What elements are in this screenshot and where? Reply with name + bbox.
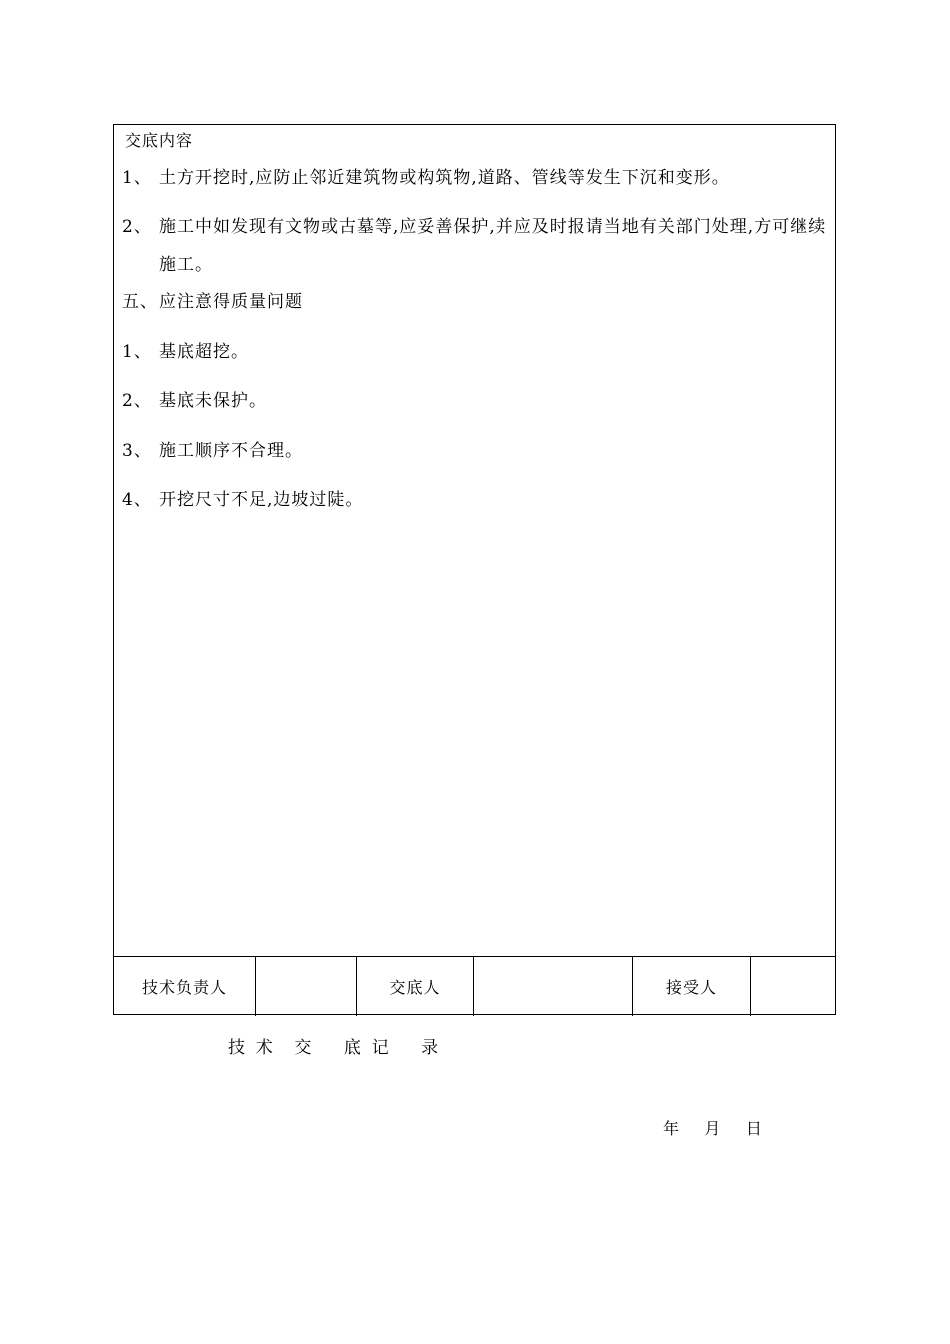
item-text: 施工中如发现有文物或古墓等,应妥善保护,并应及时报请当地有关部门处理,方可继续施工。 <box>159 217 827 275</box>
list-item <box>122 208 830 284</box>
list-item <box>122 481 363 519</box>
item-text: 基底未保护。 <box>159 391 267 411</box>
presenter-label: 交底人 <box>357 957 474 1016</box>
section-label: 交底内容 <box>125 131 194 150</box>
presenter-field[interactable] <box>474 957 633 1016</box>
list-item <box>122 382 267 420</box>
signature-row <box>114 956 835 1016</box>
item-text: 基底超挖。 <box>159 342 249 362</box>
item-text: 应注意得质量问题 <box>159 292 303 312</box>
list-item <box>122 159 730 197</box>
item-text: 土方开挖时,应防止邻近建筑物或构筑物,道路、管线等发生下沉和变形。 <box>159 168 730 188</box>
item-number: 4、 <box>122 490 152 510</box>
item-text: 开挖尺寸不足,边坡过陡。 <box>159 490 364 510</box>
disclosure-sheet <box>113 124 836 1015</box>
list-item <box>122 432 303 470</box>
tech-lead-label: 技术负责人 <box>114 957 256 1016</box>
item-number: 2、 <box>122 391 152 411</box>
item-number: 1、 <box>122 342 152 362</box>
record-title: 技 术 交 底 记 录 <box>228 1038 439 1058</box>
receiver-field[interactable] <box>751 957 835 1016</box>
item-number: 3、 <box>122 441 152 461</box>
content-area <box>114 125 835 956</box>
subsection-heading <box>122 283 303 321</box>
tech-lead-field[interactable] <box>256 957 357 1016</box>
item-number: 1、 <box>122 168 152 188</box>
item-number: 2、 <box>122 217 152 237</box>
receiver-label: 接受人 <box>633 957 751 1016</box>
item-number: 五、 <box>122 292 158 312</box>
item-text: 施工顺序不合理。 <box>159 441 303 461</box>
date-line: 年 月 日 <box>663 1119 762 1138</box>
list-item <box>122 333 249 371</box>
